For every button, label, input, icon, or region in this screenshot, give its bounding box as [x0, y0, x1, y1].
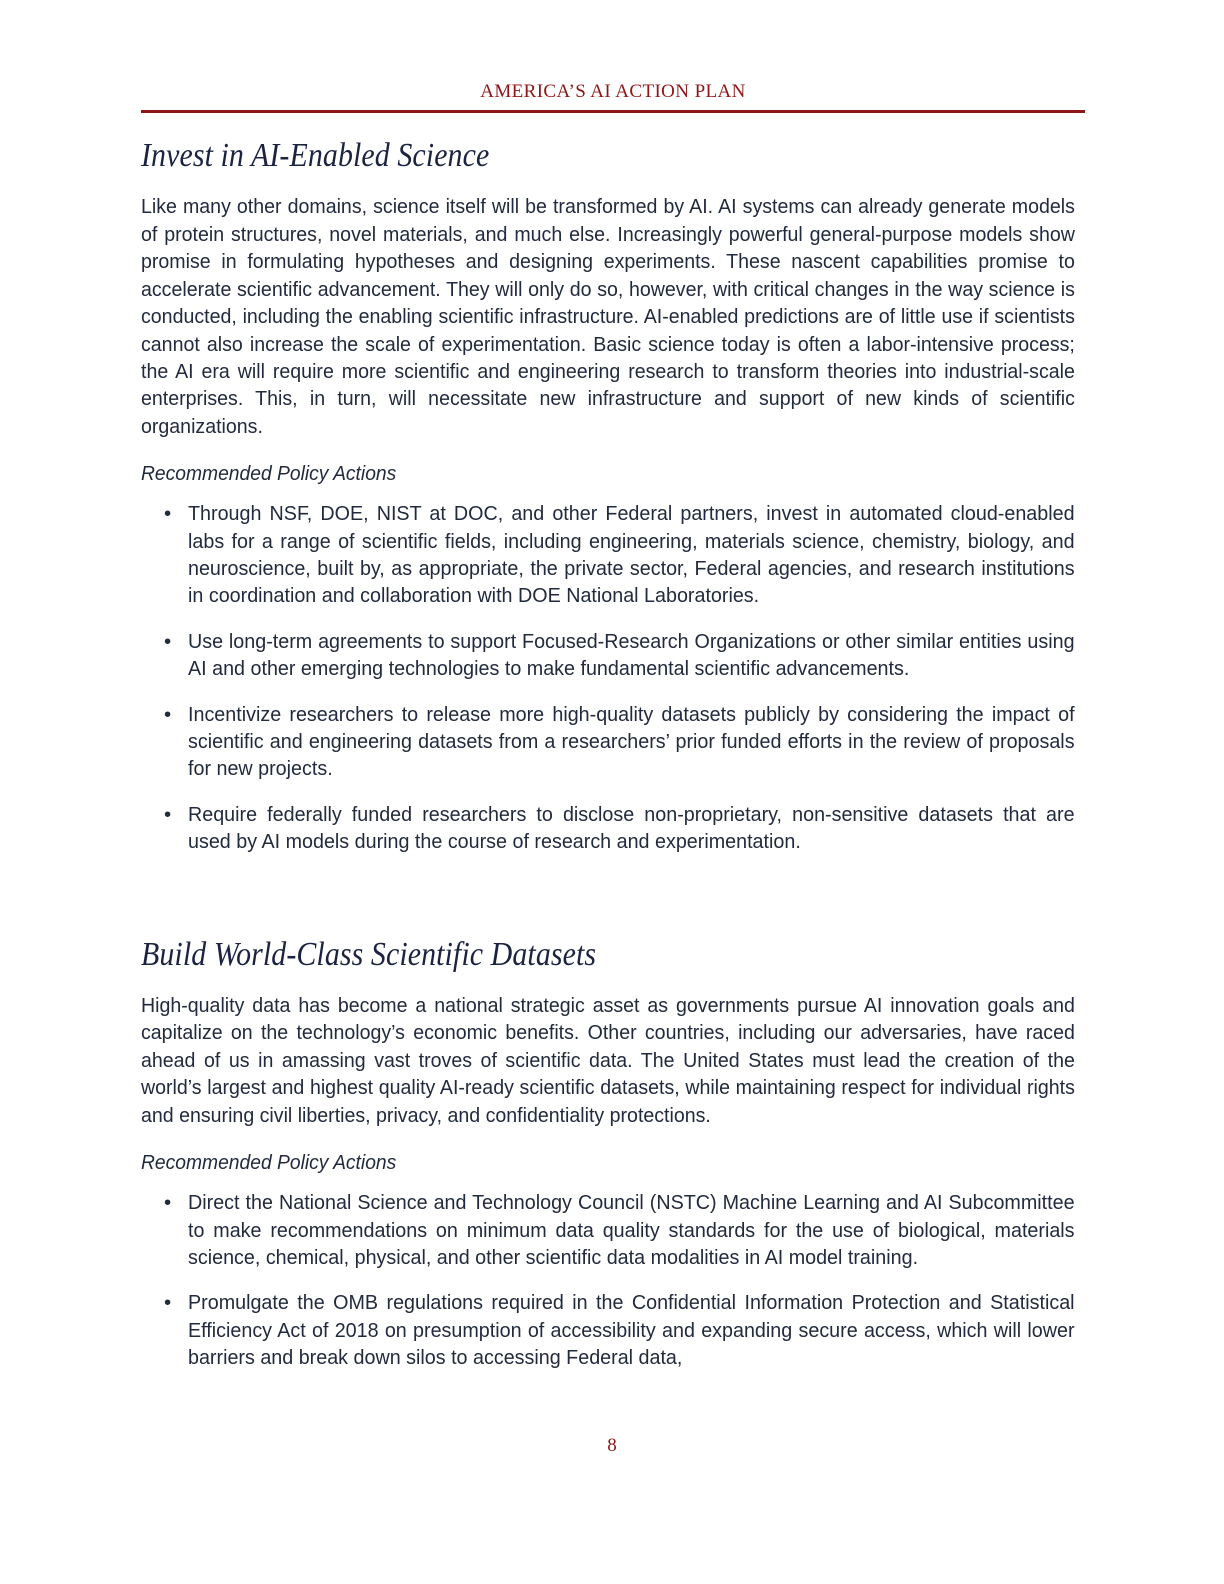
bullet-icon: • [164, 502, 172, 526]
section-invest-in-ai-enabled-science [141, 135, 1075, 856]
recommended-policy-actions-label: Recommended Policy Actions [141, 462, 397, 486]
list-item [141, 500, 1075, 610]
list-item-text: Direct the National Science and Technology Council (NSTC) Machine Learning and AI Subcommittee to make recommendations on minimum data quality standards for the use of biological, materials science, chemical, physical, and other scientific data modalities in AI model training. [188, 1191, 1075, 1269]
list-item-text: Use long-term agreements to support Focused-Research Organizations or other similar entities using AI and other emerging technologies to make fundamental scientific advancements. [188, 629, 1075, 681]
policy-actions-list [141, 500, 1075, 855]
header-divider-rule [141, 110, 1085, 113]
section-heading: Build World-Class Scientific Datasets [141, 935, 597, 973]
list-item-text: Require federally funded researchers to disclose non-proprietary, non-sensitive datasets that are used by AI models during the course of research and experimentation. [188, 802, 1075, 854]
document-header-title: AMERICA’S AI ACTION PLAN [480, 81, 746, 102]
list-item-text: Promulgate the OMB regulations required in the Confidential Information Protection and Statistical Efficiency Act of 2018 on presumption of accessibility and expanding secure access, which will lower barriers and break down silos to accessing Federal data, [188, 1291, 1075, 1370]
list-item [141, 1289, 1075, 1371]
running-header [141, 82, 1085, 113]
bullet-icon: • [164, 629, 172, 653]
recommended-policy-actions-label: Recommended Policy Actions [141, 1151, 397, 1175]
section-build-world-class-scientific-datasets [141, 934, 1075, 1372]
page-content [141, 135, 1075, 1372]
list-item [141, 628, 1075, 683]
section-paragraph: Like many other domains, science itself will be transformed by AI. AI systems can already generate models of protein structures, novel materials, and much else. Increasingly powerful general-purpose models show promise in formulating hypotheses and designing experiments. These nascent capabilities promise to accelerate scientific advancement. They will only do so, however, with critical changes in the way science is conducted, including the enabling scientific infrastructure. AI-enabled predictions are of little use if scientists cannot also increase the scale of experimentation. Basic science today is often a labor-intensive process; the AI era will require more scientific and engineering research to transform theories into industrial-scale enterprises. This, in turn, will necessitate new infrastructure and support of new kinds of scientific organizations. [141, 195, 1075, 438]
bullet-icon: • [164, 702, 172, 726]
bullet-icon: • [164, 1291, 172, 1315]
section-paragraph: High-quality data has become a national strategic asset as governments pursue AI innovation goals and capitalize on the technology’s economic benefits. Other countries, including our adversaries, have raced ahead of us in amassing vast troves of scientific data. The United States must lead the creation of the world’s largest and highest quality AI-ready scientific datasets, while maintaining respect for individual rights and ensuring civil liberties, privacy, and confidentiality protections. [141, 994, 1075, 1127]
bullet-icon: • [164, 1191, 172, 1215]
policy-actions-list [141, 1189, 1075, 1371]
section-heading: Invest in AI-Enabled Science [141, 137, 490, 174]
list-item-text: Incentivize researchers to release more high-quality datasets publicly by considering the impact of scientific and engineering datasets from a researchers’ prior funded efforts in the review of proposals for new projects. [188, 702, 1075, 781]
list-item [141, 701, 1075, 783]
bullet-icon: • [164, 802, 172, 826]
list-item [141, 801, 1075, 856]
list-item [141, 1189, 1075, 1271]
list-item-text: Through NSF, DOE, NIST at DOC, and other Federal partners, invest in automated cloud-enabled labs for a range of scientific fields, including engineering, materials science, chemistry, biology, and neuroscience, built by, as appropriate, the private sector, Federal agencies, and research institutions in coordination and collaboration with DOE National Laboratories. [188, 502, 1075, 608]
page-number: 8 [607, 1435, 617, 1456]
